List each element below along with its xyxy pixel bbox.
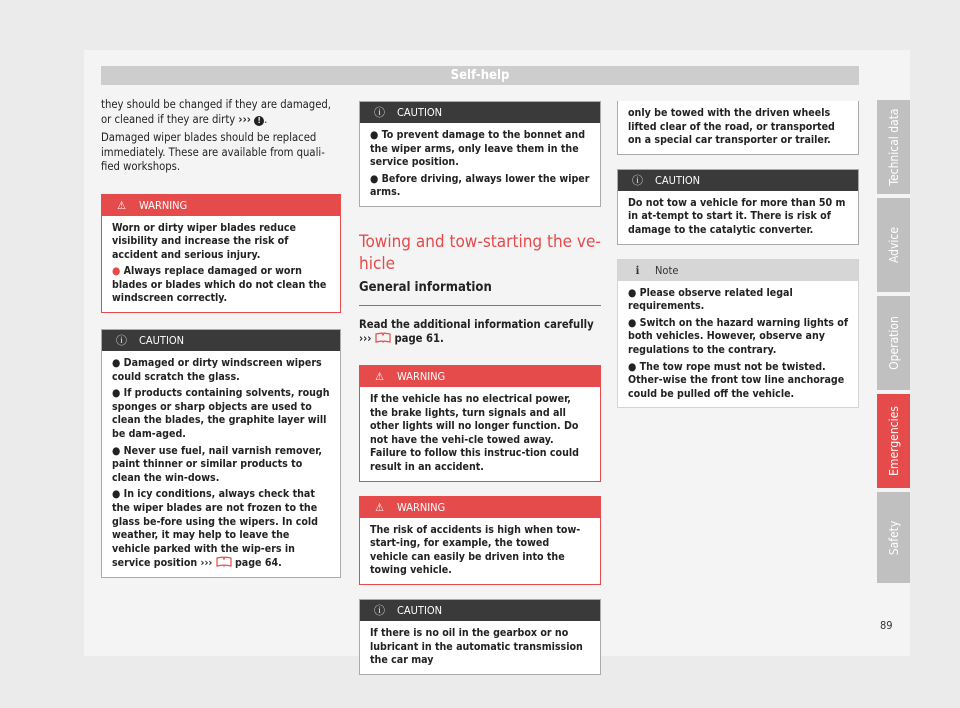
list-item: ● Never use fuel, nail varnish remover, paint thinner or similar products to clean the win-dows. — [112, 444, 322, 484]
tab-advice[interactable]: Advice — [877, 198, 910, 292]
tab-operation[interactable]: Operation — [877, 296, 910, 390]
list-item: ● Switch on the hazard warning lights of both vehicles. However, observe any regulations to the contrary. — [628, 316, 848, 356]
note-header: ℹ Note — [618, 260, 858, 281]
warning-triangle-icon: ⚠ — [375, 369, 384, 383]
page-reference-link[interactable]: page 61. — [394, 332, 444, 346]
caution-circle-icon: ⓘ — [116, 334, 127, 348]
paragraph: they should be changed if they are damaged, or cleaned if they are dirty ››› ! . — [101, 98, 331, 126]
caution-box — [359, 599, 601, 675]
list-item: ● Please observe related legal requirements. — [628, 286, 793, 313]
warning-text: Worn or dirty wiper blades reduce visibility and increase the risk of accident and serious injury. — [112, 221, 296, 261]
warning-box — [101, 194, 341, 314]
paragraph: Damaged wiper blades should be replaced immediately. These are available from quali-fied workshops. — [101, 131, 325, 173]
caution-box — [359, 101, 601, 207]
column-3 — [617, 101, 859, 422]
section-subheading: General information — [359, 279, 601, 306]
intro-text: Read the additional information carefully ››› page 61. — [359, 317, 594, 346]
warning-box — [359, 365, 601, 482]
note-box — [617, 259, 859, 409]
warning-text: The risk of accidents is high when tow-start-ing, for example, the towed vehicle can easily be driven into the towing vehicle. — [370, 523, 581, 577]
warning-header: ⚠ WARNING — [102, 195, 340, 216]
tab-technical-data[interactable]: Technical data — [877, 100, 910, 194]
page-header: Self-help — [101, 66, 859, 85]
warning-text: If the vehicle has no electrical power, the brake lights, turn signals and all other lights will no longer function. Do not have the vehi-cle towed away. Failure to follow this instruc-tion could result in an accident. — [370, 392, 579, 473]
warning-triangle-icon: ⚠ — [117, 198, 126, 212]
section-heading: Towing and tow-starting the ve-hicle — [359, 231, 601, 274]
caution-circle-icon: ⓘ — [374, 106, 385, 119]
tab-emergencies[interactable]: Emergencies — [877, 394, 910, 488]
page-reference-link[interactable]: page 64. — [234, 557, 282, 570]
caution-text: If there is no oil in the gearbox or no lubricant in the automatic transmission the car may — [370, 626, 583, 667]
info-icon: ℹ — [635, 263, 640, 277]
list-item: ● Damaged or dirty windscreen wipers could scratch the glass. — [112, 357, 322, 383]
warning-header: ⚠ WARNING — [360, 497, 600, 518]
column-1 — [101, 98, 341, 592]
warning-box — [359, 496, 601, 585]
book-reference-icon — [216, 556, 232, 567]
caution-circle-icon: ⓘ — [374, 603, 385, 617]
caution-box-continued — [617, 101, 859, 155]
warning-circle-icon: ! — [254, 116, 264, 126]
caution-header: ⓘ CAUTION — [102, 330, 340, 351]
list-item: ● To prevent damage to the bonnet and the wiper arms, only leave them in the service position. — [370, 129, 586, 169]
list-item: ● The tow rope must not be twisted. Other-wise the front tow line anchorage could be pulled off the vehicle. — [628, 360, 845, 400]
caution-circle-icon: ⓘ — [632, 173, 643, 187]
book-reference-icon — [375, 332, 391, 343]
column-2 — [359, 101, 601, 689]
list-item: ● In icy conditions, always check that the wiper blades are not frozen to the glass be-fore using the wipers. In cold weather, it may help to leave the vehicle parked with the wip-ers in service position ››› page 64. — [112, 488, 318, 570]
caution-header: ⓘ CAUTION — [360, 102, 600, 123]
tab-safety[interactable]: Safety — [877, 492, 910, 583]
caution-header: ⓘ CAUTION — [618, 170, 858, 191]
caution-text: Do not tow a vehicle for more than 50 m in at-tempt to start it. There is risk of damage to the catalytic converter. — [628, 196, 846, 236]
warning-triangle-icon: ⚠ — [375, 500, 384, 514]
list-item: ● If products containing solvents, rough sponges or sharp objects are used to clean the blades, the graphite layer will be dam-aged. — [112, 387, 330, 441]
caution-text: only be towed with the driven wheels lifted clear of the road, or transported on a special car transporter or trailer. — [628, 107, 835, 147]
list-item: ● Before driving, always lower the wiper arms. — [370, 172, 590, 199]
caution-header: ⓘ CAUTION — [360, 600, 600, 621]
caution-box — [617, 169, 859, 245]
caution-box — [101, 329, 341, 578]
page-number: 89 — [880, 619, 893, 632]
warning-header: ⚠ WARNING — [360, 366, 600, 387]
list-item: ● Always replace damaged or worn blades or blades which do not clean the windscreen correctly. — [112, 265, 327, 305]
